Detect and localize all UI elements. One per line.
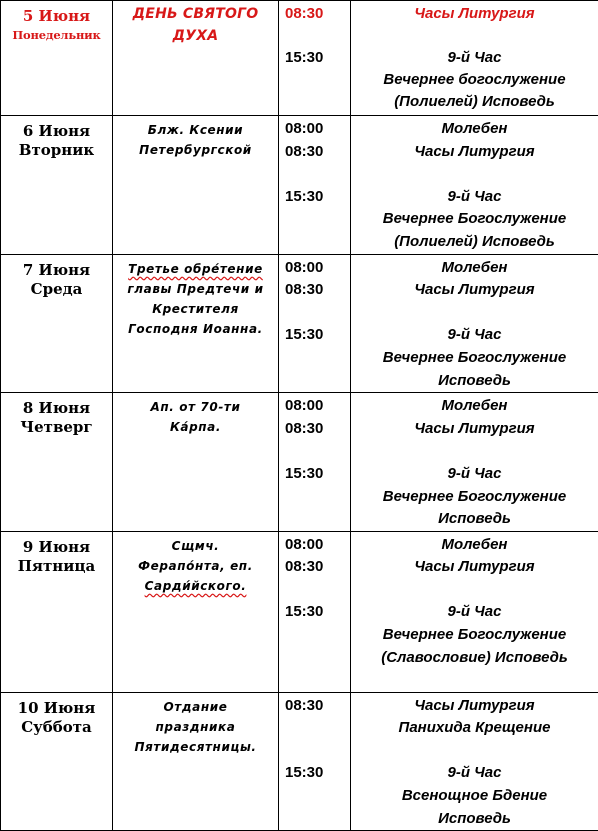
- service-time: [285, 69, 350, 91]
- schedule-row: [1, 393, 598, 532]
- day-weekday: Среда: [1, 279, 112, 299]
- feast-line: Ферапо́нта, еп.: [113, 556, 278, 576]
- service-time: [285, 163, 350, 186]
- service-time: 15:30: [285, 601, 350, 624]
- day-date: 10 Июня: [1, 693, 112, 717]
- service-name: 9-й Час: [351, 324, 598, 347]
- day-weekday: Суббота: [1, 717, 112, 737]
- service-name: 9-й Час: [351, 47, 598, 69]
- day-weekday: Вторник: [1, 140, 112, 160]
- service-time: [285, 25, 350, 47]
- service-name-polieley: (Полиелей) Исповедь: [351, 91, 598, 113]
- service-time: [285, 91, 350, 113]
- feast-line: ДЕНЬ СВЯТОГО: [113, 3, 278, 25]
- day-weekday: Понедельник: [1, 25, 112, 45]
- service-name: Исповедь: [351, 808, 598, 831]
- day-date: 7 Июня: [1, 255, 112, 279]
- service-name: Всенощное Бдение: [351, 785, 598, 808]
- service-name: Вечернее Богослужение: [351, 208, 598, 231]
- service-name: Исповедь: [351, 508, 598, 531]
- feast-line: Пятидесятницы.: [113, 737, 278, 757]
- service-name: Вечернее богослужение: [351, 69, 598, 91]
- feast-cell: [113, 692, 279, 831]
- service-name: Вечернее Богослужение: [351, 486, 598, 509]
- feast-line: главы Предтечи и: [113, 279, 278, 299]
- time-cell: [279, 531, 351, 692]
- day-weekday: Четверг: [1, 417, 112, 437]
- feast-line: Отдание: [113, 697, 278, 717]
- day-date: 8 Июня: [1, 393, 112, 417]
- service-name: [351, 440, 598, 463]
- service-name: Молебен: [351, 395, 598, 418]
- service-name-polieley: (Полиелей) Исповедь: [351, 231, 598, 254]
- service-time: 08:30: [285, 3, 350, 25]
- service-time: [285, 808, 350, 831]
- service-name: [351, 25, 598, 47]
- service-name: Часы Литургия: [351, 141, 598, 164]
- feast-line: Блж. Ксении: [113, 120, 278, 140]
- service-cell: [351, 1, 598, 116]
- service-time: [285, 624, 350, 647]
- service-time: [285, 440, 350, 463]
- service-time: 08:00: [285, 118, 350, 141]
- day-date: 6 Июня: [1, 116, 112, 140]
- service-time: [285, 231, 350, 254]
- feast-cell: [113, 1, 279, 116]
- time-cell: [279, 692, 351, 831]
- day-cell: [1, 254, 113, 393]
- service-time: [285, 579, 350, 602]
- service-cell: [351, 692, 598, 831]
- day-cell: [1, 1, 113, 116]
- service-name: 9-й Час: [351, 762, 598, 785]
- feast-cell: [113, 531, 279, 692]
- service-name: Молебен: [351, 118, 598, 141]
- service-time: [285, 370, 350, 393]
- feast-line: праздника: [113, 717, 278, 737]
- service-name: Молебен: [351, 534, 598, 557]
- service-name: 9-й Час: [351, 186, 598, 209]
- service-time: [285, 785, 350, 808]
- service-name: [351, 579, 598, 602]
- day-cell: [1, 692, 113, 831]
- time-cell: [279, 254, 351, 393]
- feast-line: Ап. от 70-ти: [113, 397, 278, 417]
- schedule-row: [1, 1, 598, 116]
- service-name: [351, 163, 598, 186]
- service-time: [285, 486, 350, 509]
- service-time: 08:00: [285, 534, 350, 557]
- feast-line: Третье обре́тение: [113, 259, 278, 279]
- service-name: 9-й Час: [351, 463, 598, 486]
- day-weekday: Пятница: [1, 556, 112, 576]
- service-name: Часы Литургия: [351, 418, 598, 441]
- service-time: 15:30: [285, 324, 350, 347]
- time-cell: [279, 393, 351, 532]
- service-name: Молебен: [351, 257, 598, 280]
- service-name: Часы Литургия: [351, 3, 598, 25]
- service-name: [351, 302, 598, 325]
- day-cell: [1, 116, 113, 255]
- service-time: 08:00: [285, 395, 350, 418]
- schedule-row: [1, 116, 598, 255]
- day-cell: [1, 531, 113, 692]
- service-time: [285, 740, 350, 763]
- service-name: Часы Литургия: [351, 279, 598, 302]
- service-cell: [351, 393, 598, 532]
- service-time: [285, 302, 350, 325]
- service-name: 9-й Час: [351, 601, 598, 624]
- schedule-row: [1, 692, 598, 831]
- service-time: 08:30: [285, 279, 350, 302]
- service-cell: [351, 531, 598, 692]
- service-name: Вечернее Богослужение: [351, 624, 598, 647]
- feast-cell: [113, 116, 279, 255]
- service-time: [285, 208, 350, 231]
- service-time: 15:30: [285, 47, 350, 69]
- feast-cell: [113, 254, 279, 393]
- day-date: 5 Июня: [1, 1, 112, 25]
- service-time: 15:30: [285, 186, 350, 209]
- feast-line: Крестителя: [113, 299, 278, 319]
- service-time: [285, 717, 350, 740]
- service-name: Часы Литургия: [351, 695, 598, 718]
- service-name: (Славословие) Исповедь: [351, 647, 598, 670]
- service-time: 08:00: [285, 257, 350, 280]
- day-cell: [1, 393, 113, 532]
- schedule-row: [1, 531, 598, 692]
- service-time: 15:30: [285, 762, 350, 785]
- service-name: Часы Литургия: [351, 556, 598, 579]
- time-cell: [279, 116, 351, 255]
- service-time: [285, 508, 350, 531]
- feast-line: Ка́рпа.: [113, 417, 278, 437]
- service-cell: [351, 116, 598, 255]
- service-time: 08:30: [285, 695, 350, 718]
- day-date: 9 Июня: [1, 532, 112, 556]
- service-time: 08:30: [285, 141, 350, 164]
- feast-line: Сарди́йского.: [113, 576, 278, 596]
- feast-line: Петербургской: [113, 140, 278, 160]
- service-name: [351, 740, 598, 763]
- feast-line: Господня Иоанна.: [113, 319, 278, 339]
- feast-cell: [113, 393, 279, 532]
- service-name: Панихида Крещение: [351, 717, 598, 740]
- feast-line: ДУХА: [113, 25, 278, 47]
- service-time: 15:30: [285, 463, 350, 486]
- time-cell: [279, 1, 351, 116]
- service-time: 08:30: [285, 556, 350, 579]
- feast-line: Сщмч.: [113, 536, 278, 556]
- schedule-row: [1, 254, 598, 393]
- service-time: [285, 647, 350, 670]
- service-time: 08:30: [285, 418, 350, 441]
- service-name: Вечернее Богослужение: [351, 347, 598, 370]
- service-cell: [351, 254, 598, 393]
- service-time: [285, 347, 350, 370]
- service-name: Исповедь: [351, 370, 598, 393]
